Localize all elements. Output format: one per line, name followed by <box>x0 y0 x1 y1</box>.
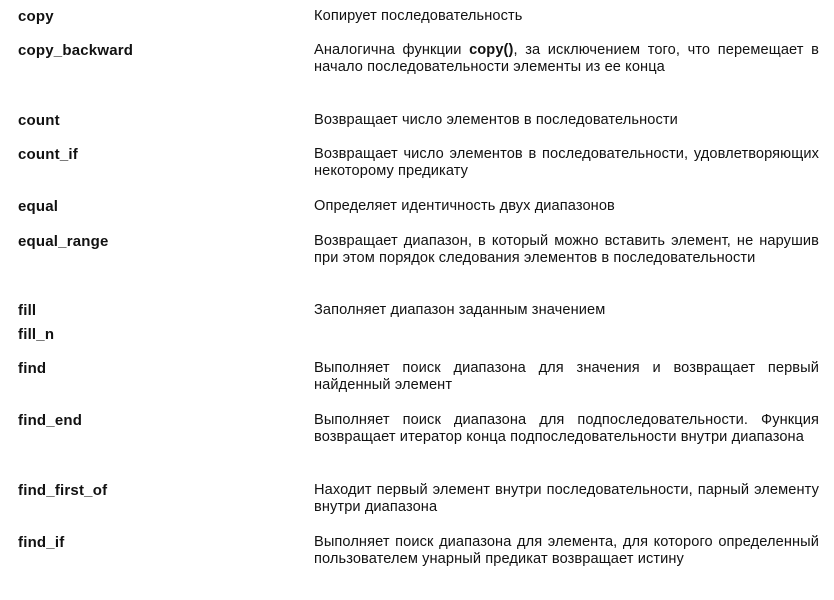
function-name: find_first_of <box>18 482 108 499</box>
function-name: equal_range <box>18 233 109 250</box>
function-description: Выполняет поиск диапазона для значения и возвращает первый найденный элемент <box>314 360 819 393</box>
inline-code: copy() <box>469 42 514 58</box>
function-description: Находит первый элемент внутри последовательности, парный элементу внутри диапазона <box>314 482 819 515</box>
function-description: Выполняет поиск диапазона для подпоследовательности. Функция возвращает итератор конца подпоследовательности внутри диапазона <box>314 412 819 445</box>
function-name: copy <box>18 8 54 25</box>
function-description: Возвращает число элементов в последовательности, удовлетворяющих некоторому предикату <box>314 146 819 179</box>
function-name: count_if <box>18 146 78 163</box>
function-name: fill_n <box>18 326 55 343</box>
function-name: find_end <box>18 412 83 429</box>
function-name: fill <box>18 302 37 319</box>
description-text: Аналогична функции <box>314 42 470 58</box>
function-name: count <box>18 112 60 129</box>
function-name: copy_backward <box>18 42 134 59</box>
function-description: Выполняет поиск диапазона для элемента, для которого определенный пользователем унарный предикат возвращает истину <box>314 534 819 567</box>
function-description: Копирует последовательность <box>314 8 523 24</box>
function-description: Определяет идентичность двух диапазонов <box>314 198 615 214</box>
description-text: , за исключением того, что перемещает в начало последовательности элементы из ее конца <box>314 42 819 75</box>
function-name: equal <box>18 198 59 215</box>
function-description: Возвращает число элементов в последовательности <box>314 112 678 128</box>
function-description: Возвращает диапазон, в который можно вставить элемент, не нарушив при этом порядок следования элементов в последовательности <box>314 233 819 266</box>
function-description: Заполняет диапазон заданным значением <box>314 302 606 318</box>
function-name: find_if <box>18 534 65 551</box>
function-name: find <box>18 360 47 377</box>
function-description <box>314 42 819 76</box>
